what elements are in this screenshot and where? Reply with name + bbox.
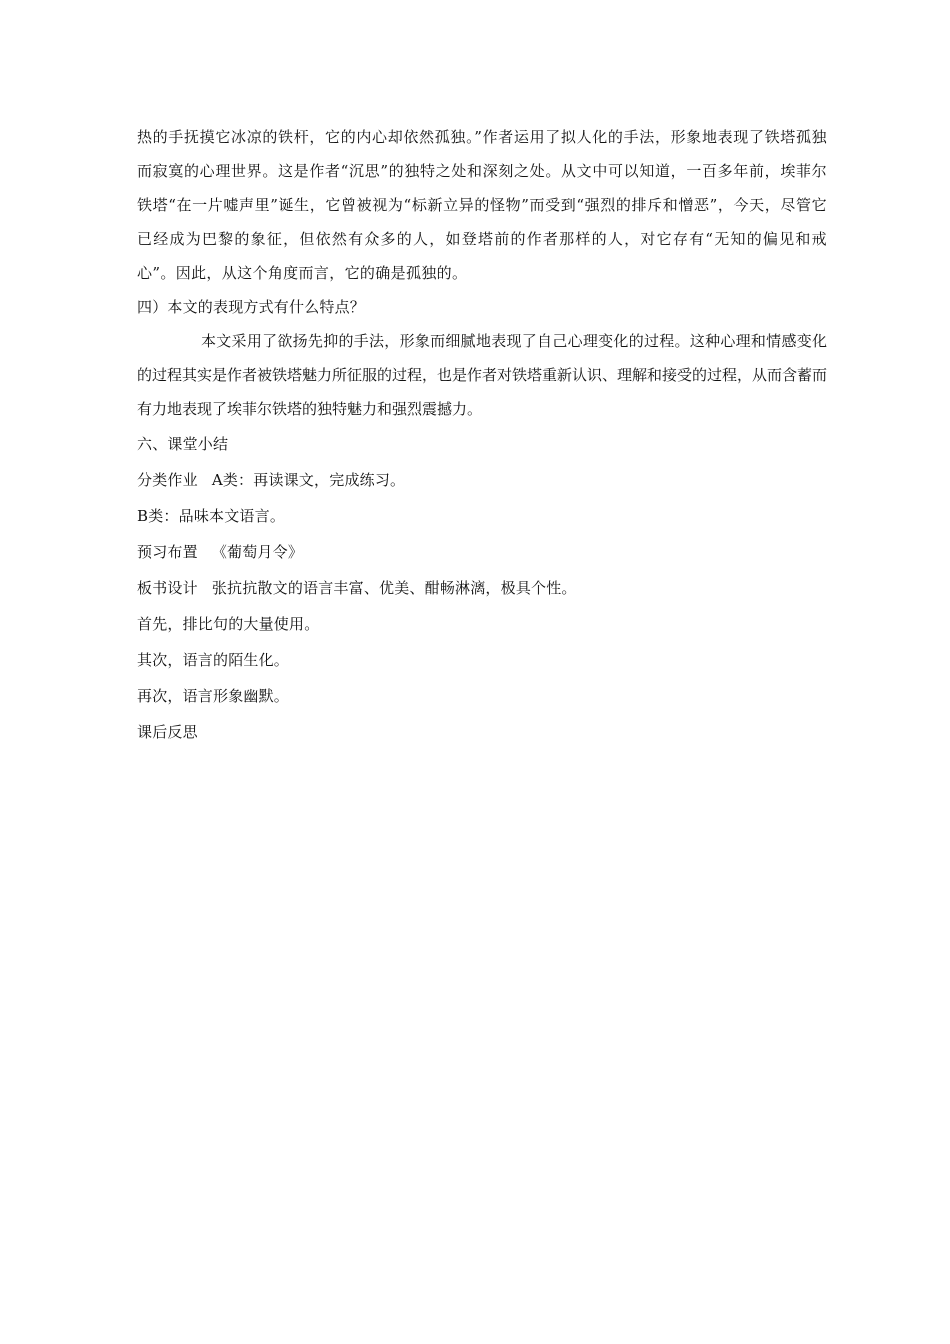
homework-a-text: A类：再读课文，完成练习。 — [211, 471, 406, 489]
homework-label: 分类作业 — [137, 471, 198, 489]
reflection-heading: 课后反思 — [137, 723, 198, 741]
point-two-line: 其次，语言的陌生化。 — [137, 651, 290, 669]
point-one-line: 首先，排比句的大量使用。 — [137, 615, 320, 633]
preview-label: 预习布置 — [137, 543, 198, 561]
section-six-heading: 六、课堂小结 — [137, 435, 229, 453]
paragraph-continuation: 热的手抚摸它冰凉的铁杆，它的内心却依然孤独。”作者运用了拟人化的手法，形象地表现了铁塔孤独而寂寞的心理世界。这是作者“沉思”的独特之处和深刻之处。从文中可以知道，一百多年前，埃菲尔铁塔“在一片嘘声里”诞生，它曾被视为“标新立异的怪物”而受到“强烈的排斥和憎恶”，今天，尽管它已经成为巴黎的象征，但依然有众多的人，如登塔前的作者那样的人，对它存有“无知的偏见和戒心”。因此，从这个角度而言，它的确是孤独的。 — [137, 128, 827, 282]
board-text: 张抗抗散文的语言丰富、优美、酣畅淋漓，极具个性。 — [211, 579, 577, 597]
preview-text: 《葡萄月令》 — [211, 543, 304, 561]
preview-line — [137, 534, 827, 570]
document-body — [137, 120, 827, 750]
question-four-heading: 四）本文的表现方式有什么特点？ — [137, 298, 366, 316]
board-line — [137, 570, 827, 606]
answer-four-paragraph: 本文采用了欲扬先抑的手法，形象而细腻地表现了自己心理变化的过程。这种心理和情感变化的过程其实是作者被铁塔魅力所征服的过程，也是作者对铁塔重新认识、理解和接受的过程，从而含蓄而有力地表现了埃菲尔铁塔的独特魅力和强烈震撼力。 — [137, 332, 828, 418]
homework-line — [137, 462, 827, 498]
homework-b-line: B类：品味本文语言。 — [137, 507, 286, 525]
point-three-line: 再次，语言形象幽默。 — [137, 687, 290, 705]
board-label: 板书设计 — [137, 579, 198, 597]
